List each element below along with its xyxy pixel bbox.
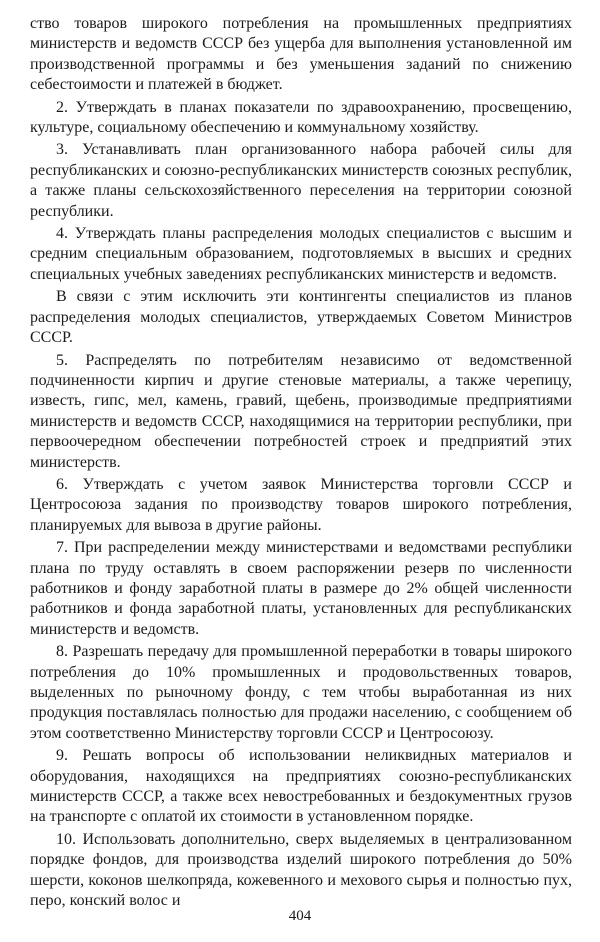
paragraph-item-6: 6. Утверждать с учетом заявок Министерства торговли СССР и Центросоюза задания по производству товаров широкого потребления, планируемых для вывоза в другие районы. bbox=[30, 475, 572, 534]
paragraph-item-5: 5. Распределять по потребителям независимо от ведомственной подчиненности кирпич и другие стеновые материалы, а также черепицу, известь, гипс, мел, камень, гравий, щебень, производимые предприятиями министерств и ведомств СССР, находящимися на территории республики, при первоочередном обеспечении потребностей строек и предприятий этих министерств. bbox=[30, 351, 572, 471]
paragraph-item-4: 4. Утверждать планы распределения молодых специалистов с высшим и средним специальным образованием, подготовляемых в высших и средних специальных учебных заведениях республиканских министерств и ведомств. bbox=[30, 225, 572, 283]
paragraph-item-10: 10. Использовать дополнительно, сверх выделяемых в централизованном порядке фондов, для производства изделий широкого потребления до 50% шерсти, коконов шелкопряда, кожевенного и мехового сырья и полностью пух, перо, конский волос и bbox=[30, 830, 572, 910]
paragraph-continuation: ство товаров широкого потребления на промышленных предприятиях министерств и ведомств СССР без ущерба для выполнения установленной им производственной программы и без уменьшения заданий по снижению себестоимости и платежей в бюджет. bbox=[30, 15, 572, 94]
paragraph-item-7: 7. При распределении между министерствами и ведомствами республики плана по труду оставлять в своем распоряжении резерв по численности работников и фонду заработной платы в размере до 2% общей численности работников и фонда заработной платы, установленных для республиканских министерств и ведомств. bbox=[30, 539, 572, 638]
paragraph-item-4-note: В связи с этим исключить эти контингенты специалистов из планов распределения молодых специалистов, утверждаемых Советом Министров СССР. bbox=[30, 288, 572, 347]
paragraph-item-2: 2. Утверждать в планах показатели по здравоохранению, просвещению, культуре, социальному обеспечению и коммунальному хозяйству. bbox=[30, 98, 572, 137]
page-number: 404 bbox=[288, 908, 312, 924]
paragraph-item-8: 8. Разрешать передачу для промышленной переработки в товары широкого потребления до 10% промышленных и продовольственных товаров, выделенных по рыночному фонду, с тем чтобы выработанная из них продукция поставлялась полностью для продажи населению, с сообщением об этом соответственно Министерству торговли СССР и Центросоюзу. bbox=[30, 643, 572, 742]
document-page bbox=[30, 14, 572, 913]
paragraph-item-9: 9. Решать вопросы об использовании неликвидных материалов и оборудования, находящихся на предприятиях союзно-республиканских министерств СССР, а также всех невостребованных и бездокументных грузов на транспорте с оплатой их стоимости в установленном порядке. bbox=[30, 747, 572, 826]
paragraph-item-3: 3. Устанавливать план организованного набора рабочей силы для республиканских и союзно-республиканских министерств союзных республик, а также планы сельскохозяйственного переселения на территории союзной республики. bbox=[30, 141, 572, 220]
